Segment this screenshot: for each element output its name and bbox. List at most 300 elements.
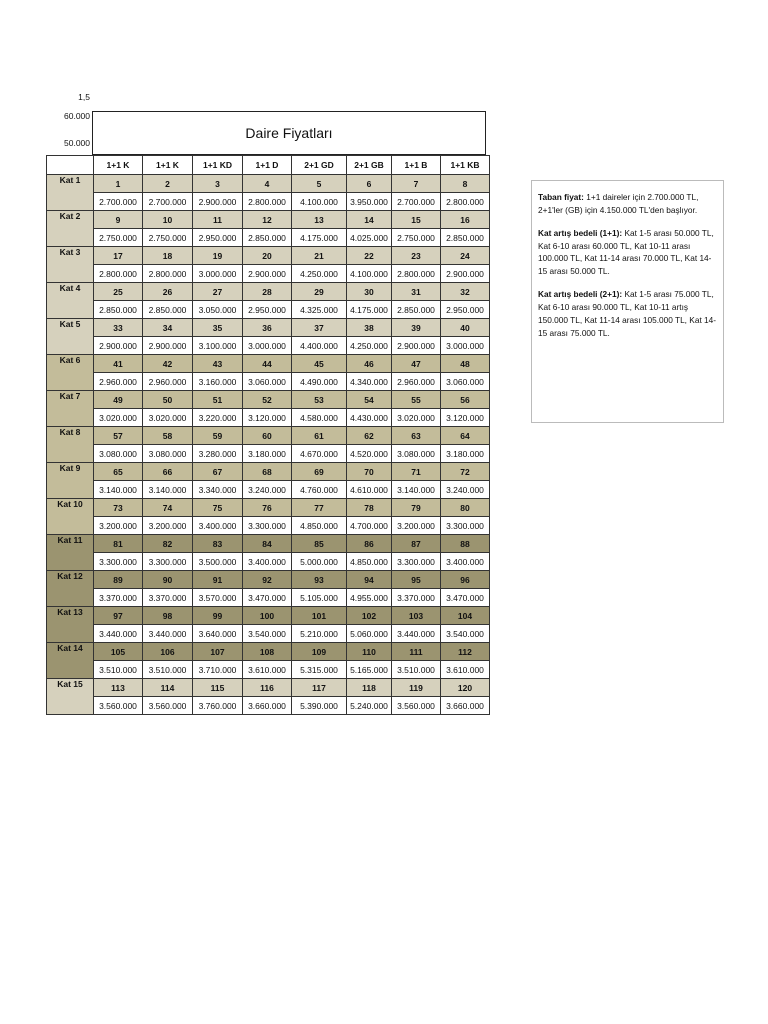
side-value: 1,5 [78,92,90,102]
unit-number: 39 [392,319,441,337]
floor-price-row [47,337,490,355]
unit-price: 2.960.000 [392,373,441,391]
floor-unit-row [47,355,490,373]
unit-number: 37 [292,319,347,337]
floor-unit-row [47,211,490,229]
floor-price-row [47,517,490,535]
unit-number: 82 [143,535,193,553]
unit-price: 3.510.000 [94,661,143,679]
floor-unit-row [47,643,490,661]
unit-price: 3.300.000 [94,553,143,571]
unit-number: 73 [94,499,143,517]
unit-price: 3.300.000 [441,517,490,535]
floor-label: Kat 15 [47,679,94,715]
unit-number: 36 [243,319,292,337]
unit-price: 3.710.000 [193,661,243,679]
unit-price: 3.300.000 [143,553,193,571]
unit-price: 3.200.000 [392,517,441,535]
floor-label: Kat 11 [47,535,94,571]
unit-number: 77 [292,499,347,517]
unit-price: 3.470.000 [243,589,292,607]
floor-price-row [47,409,490,427]
unit-price: 4.760.000 [292,481,347,499]
unit-price: 3.000.000 [193,265,243,283]
unit-price: 3.200.000 [94,517,143,535]
unit-number: 21 [292,247,347,265]
unit-number: 24 [441,247,490,265]
unit-number: 80 [441,499,490,517]
floor-unit-row [47,247,490,265]
unit-number: 99 [193,607,243,625]
floor-label: Kat 10 [47,499,94,535]
column-header: 1+1 B [392,156,441,175]
column-header: 1+1 D [243,156,292,175]
note-text: Kat 1-5 arası 75.000 TL, Kat 6-10 arası 90.000 TL, Kat 10-11 artış 150.000 TL, Kat 11-14 arası 105.000 TL, Kat 14-15 arası 75.000 TL. [538,289,717,338]
unit-number: 61 [292,427,347,445]
unit-price: 5.315.000 [292,661,347,679]
unit-number: 113 [94,679,143,697]
unit-number: 100 [243,607,292,625]
unit-number: 79 [392,499,441,517]
unit-price: 2.850.000 [94,301,143,319]
unit-number: 11 [193,211,243,229]
unit-price: 4.100.000 [347,265,392,283]
increase-2plus1-note [538,288,717,339]
unit-number: 74 [143,499,193,517]
unit-number: 69 [292,463,347,481]
unit-number: 16 [441,211,490,229]
unit-number: 45 [292,355,347,373]
unit-number: 92 [243,571,292,589]
unit-price: 4.610.000 [347,481,392,499]
unit-number: 102 [347,607,392,625]
unit-price: 5.000.000 [292,553,347,571]
unit-price: 2.960.000 [143,373,193,391]
unit-price: 4.250.000 [292,265,347,283]
unit-price: 3.300.000 [392,553,441,571]
unit-price: 3.220.000 [193,409,243,427]
unit-price: 2.950.000 [193,229,243,247]
unit-price: 2.700.000 [94,193,143,211]
unit-price: 3.470.000 [441,589,490,607]
unit-number: 68 [243,463,292,481]
unit-number: 44 [243,355,292,373]
price-table [46,155,490,715]
unit-number: 40 [441,319,490,337]
floor-price-row [47,661,490,679]
unit-number: 26 [143,283,193,301]
unit-number: 85 [292,535,347,553]
unit-price: 3.080.000 [143,445,193,463]
floor-unit-row [47,391,490,409]
unit-price: 2.900.000 [441,265,490,283]
unit-number: 51 [193,391,243,409]
floor-price-row [47,301,490,319]
note-text: Kat 1-5 arası 50.000 TL, Kat 6-10 arası 60.000 TL, Kat 10-11 arası 100.000 TL, Kat 11-14 arası 70.000 TL, Kat 14-15 arası 50.000 TL. [538,227,714,277]
unit-number: 33 [94,319,143,337]
unit-number: 109 [292,643,347,661]
unit-number: 19 [193,247,243,265]
unit-price: 4.670.000 [292,445,347,463]
unit-price: 5.060.000 [347,625,392,643]
unit-number: 3 [193,175,243,193]
unit-price: 2.900.000 [193,193,243,211]
unit-price: 3.560.000 [94,697,143,715]
unit-number: 112 [441,643,490,661]
unit-number: 50 [143,391,193,409]
floor-label: Kat 2 [47,211,94,247]
column-header: 1+1 KB [441,156,490,175]
floor-rows [47,175,490,715]
unit-price: 4.955.000 [347,589,392,607]
unit-price: 2.800.000 [143,265,193,283]
floor-label: Kat 5 [47,319,94,355]
unit-price: 3.760.000 [193,697,243,715]
unit-price: 3.540.000 [441,625,490,643]
floor-label: Kat 12 [47,571,94,607]
unit-number: 108 [243,643,292,661]
unit-price: 3.440.000 [392,625,441,643]
unit-number: 46 [347,355,392,373]
unit-number: 78 [347,499,392,517]
unit-number: 66 [143,463,193,481]
unit-number: 55 [392,391,441,409]
unit-price: 3.610.000 [243,661,292,679]
unit-number: 42 [143,355,193,373]
floor-label: Kat 14 [47,643,94,679]
unit-price: 2.950.000 [243,301,292,319]
unit-price: 3.540.000 [243,625,292,643]
unit-price: 2.850.000 [392,301,441,319]
unit-price: 2.800.000 [441,193,490,211]
unit-number: 54 [347,391,392,409]
unit-number: 7 [392,175,441,193]
unit-price: 2.850.000 [143,301,193,319]
unit-price: 3.020.000 [143,409,193,427]
unit-number: 72 [441,463,490,481]
table-title: Daire Fiyatları [92,111,486,155]
unit-price: 4.100.000 [292,193,347,211]
unit-price: 3.660.000 [441,697,490,715]
pricing-note [531,180,724,423]
unit-number: 59 [193,427,243,445]
unit-number: 87 [392,535,441,553]
floor-unit-row [47,283,490,301]
unit-number: 60 [243,427,292,445]
unit-price: 3.660.000 [243,697,292,715]
floor-price-row [47,229,490,247]
unit-number: 4 [243,175,292,193]
side-value: 50.000 [64,138,90,148]
unit-price: 4.700.000 [347,517,392,535]
unit-price: 2.750.000 [94,229,143,247]
unit-price: 5.105.000 [292,589,347,607]
unit-number: 27 [193,283,243,301]
floor-label: Kat 7 [47,391,94,427]
unit-number: 104 [441,607,490,625]
side-value: 60.000 [64,111,90,121]
unit-price: 3.560.000 [392,697,441,715]
unit-number: 120 [441,679,490,697]
unit-price: 4.580.000 [292,409,347,427]
unit-price: 2.750.000 [392,229,441,247]
unit-number: 84 [243,535,292,553]
unit-price: 4.850.000 [347,553,392,571]
unit-price: 3.060.000 [243,373,292,391]
note-label: Taban fiyat: [538,192,584,202]
unit-number: 86 [347,535,392,553]
floor-label: Kat 8 [47,427,94,463]
unit-number: 1 [94,175,143,193]
unit-price: 3.560.000 [143,697,193,715]
unit-price: 4.250.000 [347,337,392,355]
unit-number: 14 [347,211,392,229]
floor-unit-row [47,679,490,697]
unit-price: 4.850.000 [292,517,347,535]
unit-number: 30 [347,283,392,301]
unit-number: 64 [441,427,490,445]
floor-price-row [47,589,490,607]
unit-number: 106 [143,643,193,661]
floor-unit-row [47,571,490,589]
floor-price-row [47,445,490,463]
column-header: 1+1 KD [193,156,243,175]
unit-price: 3.370.000 [94,589,143,607]
unit-number: 29 [292,283,347,301]
floor-label: Kat 4 [47,283,94,319]
unit-number: 107 [193,643,243,661]
unit-price: 3.120.000 [441,409,490,427]
base-price-note [538,191,717,217]
unit-price: 3.400.000 [243,553,292,571]
floor-label: Kat 3 [47,247,94,283]
unit-price: 2.850.000 [441,229,490,247]
unit-price: 3.610.000 [441,661,490,679]
unit-number: 18 [143,247,193,265]
unit-price: 3.640.000 [193,625,243,643]
unit-number: 10 [143,211,193,229]
floor-label: Kat 1 [47,175,94,211]
unit-number: 28 [243,283,292,301]
unit-number: 13 [292,211,347,229]
unit-price: 3.510.000 [143,661,193,679]
unit-number: 118 [347,679,392,697]
floor-unit-row [47,175,490,193]
unit-number: 52 [243,391,292,409]
unit-number: 23 [392,247,441,265]
unit-price: 3.400.000 [193,517,243,535]
unit-number: 67 [193,463,243,481]
note-text: 1+1 daireler için 2.700.000 TL, 2+1'ler (GB) için 4.150.000 TL'den başlıyor. [538,192,699,215]
unit-price: 3.440.000 [143,625,193,643]
unit-number: 103 [392,607,441,625]
unit-price: 3.100.000 [193,337,243,355]
unit-price: 2.900.000 [243,265,292,283]
unit-price: 3.120.000 [243,409,292,427]
unit-number: 111 [392,643,441,661]
floor-unit-row [47,427,490,445]
unit-price: 4.325.000 [292,301,347,319]
unit-number: 89 [94,571,143,589]
unit-price: 4.430.000 [347,409,392,427]
unit-price: 3.080.000 [392,445,441,463]
unit-price: 3.140.000 [392,481,441,499]
unit-number: 12 [243,211,292,229]
floor-price-row [47,697,490,715]
floor-price-row [47,625,490,643]
floor-unit-row [47,535,490,553]
unit-price: 3.140.000 [143,481,193,499]
unit-price: 3.280.000 [193,445,243,463]
unit-price: 4.025.000 [347,229,392,247]
unit-number: 97 [94,607,143,625]
unit-price: 2.950.000 [441,301,490,319]
unit-price: 2.900.000 [94,337,143,355]
floor-unit-row [47,499,490,517]
unit-number: 9 [94,211,143,229]
unit-price: 5.240.000 [347,697,392,715]
unit-number: 58 [143,427,193,445]
floor-price-row [47,481,490,499]
unit-number: 6 [347,175,392,193]
unit-number: 114 [143,679,193,697]
unit-number: 32 [441,283,490,301]
unit-price: 2.900.000 [143,337,193,355]
unit-number: 105 [94,643,143,661]
unit-price: 3.050.000 [193,301,243,319]
unit-number: 22 [347,247,392,265]
column-header: 1+1 K [143,156,193,175]
unit-price: 3.140.000 [94,481,143,499]
header-row [47,156,490,175]
unit-number: 15 [392,211,441,229]
unit-price: 4.400.000 [292,337,347,355]
unit-number: 75 [193,499,243,517]
unit-price: 3.400.000 [441,553,490,571]
unit-number: 90 [143,571,193,589]
unit-number: 35 [193,319,243,337]
unit-number: 20 [243,247,292,265]
unit-price: 4.520.000 [347,445,392,463]
unit-price: 3.200.000 [143,517,193,535]
unit-price: 2.700.000 [392,193,441,211]
unit-number: 57 [94,427,143,445]
unit-price: 3.570.000 [193,589,243,607]
floor-price-row [47,193,490,211]
unit-price: 3.370.000 [392,589,441,607]
unit-price: 3.060.000 [441,373,490,391]
unit-number: 47 [392,355,441,373]
unit-price: 3.020.000 [392,409,441,427]
unit-price: 3.160.000 [193,373,243,391]
increase-1plus1-note [538,227,717,278]
unit-number: 43 [193,355,243,373]
unit-number: 8 [441,175,490,193]
unit-price: 5.390.000 [292,697,347,715]
unit-price: 3.340.000 [193,481,243,499]
unit-number: 65 [94,463,143,481]
unit-price: 2.900.000 [392,337,441,355]
unit-number: 116 [243,679,292,697]
unit-number: 93 [292,571,347,589]
column-header: 1+1 K [94,156,143,175]
unit-price: 3.180.000 [441,445,490,463]
floor-price-row [47,265,490,283]
unit-number: 98 [143,607,193,625]
unit-number: 63 [392,427,441,445]
unit-price: 4.490.000 [292,373,347,391]
unit-number: 31 [392,283,441,301]
unit-price: 2.750.000 [143,229,193,247]
unit-number: 34 [143,319,193,337]
unit-price: 3.440.000 [94,625,143,643]
unit-number: 17 [94,247,143,265]
corner-cell [47,156,94,175]
unit-price: 2.700.000 [143,193,193,211]
unit-price: 4.175.000 [347,301,392,319]
unit-number: 91 [193,571,243,589]
unit-price: 5.165.000 [347,661,392,679]
unit-price: 3.000.000 [243,337,292,355]
unit-number: 115 [193,679,243,697]
floor-label: Kat 6 [47,355,94,391]
unit-price: 5.210.000 [292,625,347,643]
floor-unit-row [47,319,490,337]
unit-price: 3.950.000 [347,193,392,211]
unit-number: 25 [94,283,143,301]
unit-number: 56 [441,391,490,409]
unit-price: 2.960.000 [94,373,143,391]
unit-price: 3.300.000 [243,517,292,535]
unit-number: 2 [143,175,193,193]
unit-number: 119 [392,679,441,697]
unit-price: 3.240.000 [243,481,292,499]
unit-number: 53 [292,391,347,409]
unit-price: 3.240.000 [441,481,490,499]
note-label: Kat artış bedeli (2+1): [538,289,623,300]
unit-number: 41 [94,355,143,373]
unit-price: 3.510.000 [392,661,441,679]
unit-price: 4.340.000 [347,373,392,391]
column-header: 2+1 GB [347,156,392,175]
unit-number: 48 [441,355,490,373]
unit-number: 117 [292,679,347,697]
unit-number: 62 [347,427,392,445]
floor-label: Kat 13 [47,607,94,643]
floor-unit-row [47,607,490,625]
unit-price: 3.020.000 [94,409,143,427]
unit-number: 70 [347,463,392,481]
unit-number: 38 [347,319,392,337]
column-header: 2+1 GD [292,156,347,175]
unit-price: 3.500.000 [193,553,243,571]
unit-price: 3.180.000 [243,445,292,463]
unit-number: 88 [441,535,490,553]
unit-number: 76 [243,499,292,517]
unit-price: 4.175.000 [292,229,347,247]
unit-number: 5 [292,175,347,193]
unit-number: 96 [441,571,490,589]
unit-price: 2.800.000 [94,265,143,283]
unit-price: 2.850.000 [243,229,292,247]
floor-price-row [47,553,490,571]
unit-number: 110 [347,643,392,661]
unit-price: 3.080.000 [94,445,143,463]
unit-price: 3.000.000 [441,337,490,355]
unit-price: 2.800.000 [243,193,292,211]
unit-price: 2.800.000 [392,265,441,283]
unit-number: 71 [392,463,441,481]
